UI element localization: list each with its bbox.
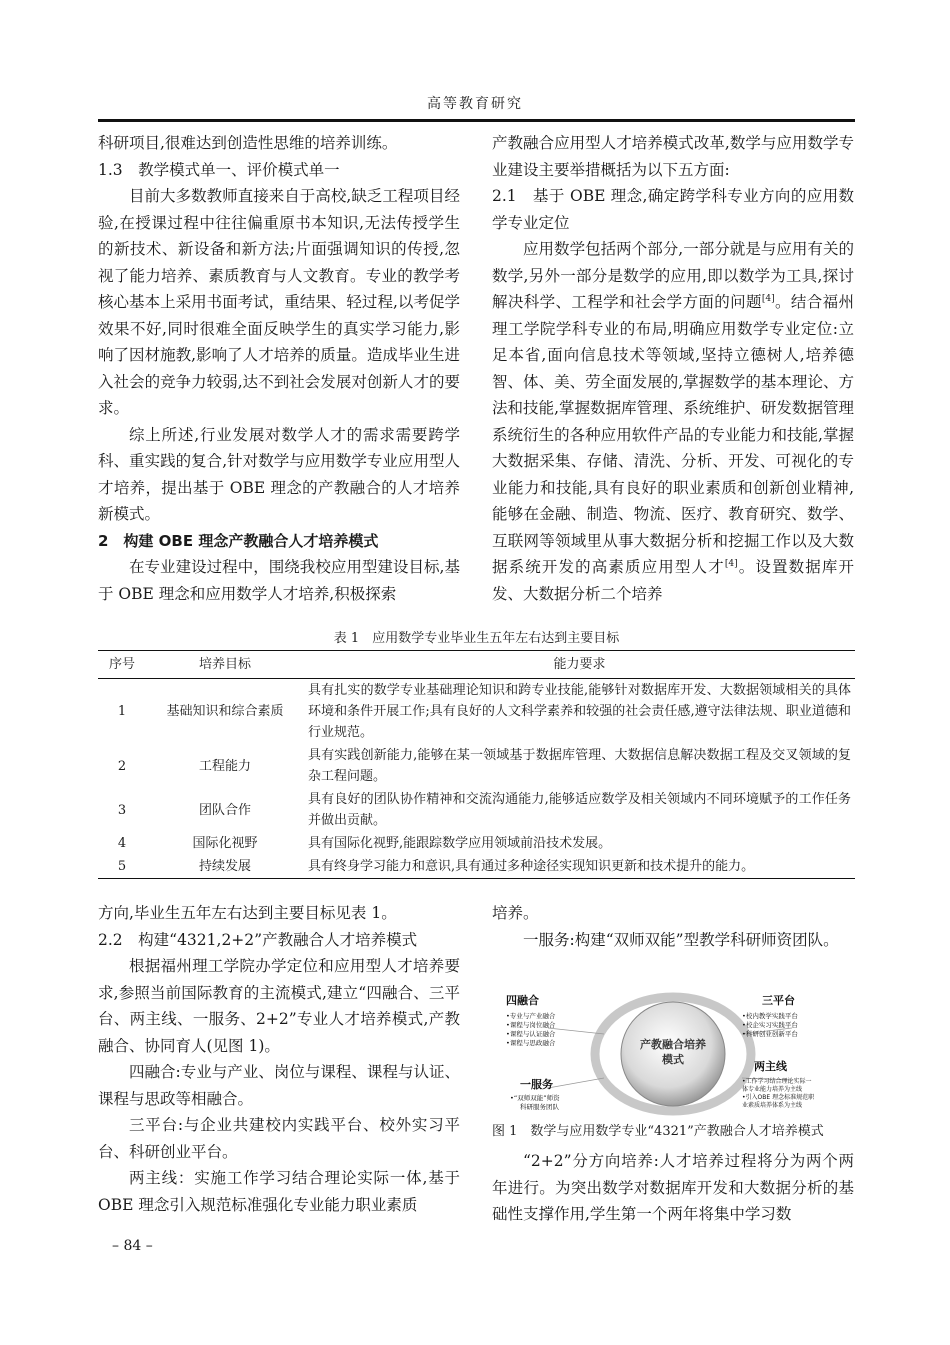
list-item: •课程与思政融合 — [506, 1039, 556, 1047]
table-caption: 表 1 应用数学专业毕业生五年左右达到主要目标 — [333, 631, 620, 646]
list-item: •课程与认证融合 — [506, 1030, 556, 1038]
right-column-continued — [492, 1148, 854, 1228]
page-number: – 84 – — [112, 1238, 153, 1254]
three-platforms-title: 三平台 — [762, 994, 795, 1007]
row-goal: 团队合作 — [198, 802, 251, 818]
paragraph: 在专业建设过程中，围绕我校应用型建设目标,基于 OBE 理念和应用数学人才培养,积极探索 — [98, 558, 460, 603]
header-rule — [98, 119, 855, 122]
list-item: •校企实习实践平台 — [742, 1021, 798, 1029]
row-requirement: 具有实践创新能力,能够在某一领域基于数据库管理、大数据信息解决数据工程及交叉领域的复杂工程问题。 — [308, 748, 851, 784]
row-number: 1 — [117, 704, 127, 719]
connector-line — [548, 1028, 604, 1034]
citation: [4] — [761, 293, 775, 304]
paragraph: 培养。 — [492, 904, 539, 922]
list-item: •专业与产业融合 — [506, 1012, 556, 1020]
list-item: •课程与岗位融合 — [506, 1021, 556, 1029]
row-goal: 持续发展 — [146, 855, 304, 879]
left-column-bottom — [98, 900, 460, 1218]
text-run: 。结合福州理工学院学科专业的布局,明确应用数学专业定位:立足本省,面向信息技术等领域,坚持立德树人,培养德智、体、美、劳全面发展的,掌握数学的基本理论、方法和技能,掌握数据库管理、系统维护、研发数据管理系统衍生的各种应用软件产品的专业能力和技能,掌握大数据采集、存储、清洗、分析、开发、可视化的专业能力和技能,具有良好的职业素质和创新创业精神,能够在金融、制造、物流、医疗、教育研究、数学、互联网等领域里从事大数据分析和挖掘工作以及大数据系统开发的高素质应用型人才 — [492, 293, 854, 576]
list-item: •“双师双能”师资 — [510, 1094, 560, 1102]
citation: [4] — [724, 558, 738, 569]
list-item: 科研服务团队 — [520, 1103, 559, 1111]
model-diagram-svg — [492, 990, 854, 1118]
four-integrations-title: 四融合 — [506, 994, 539, 1007]
row-number: 2 — [117, 758, 127, 774]
figure-1-diagram — [492, 990, 854, 1118]
list-item: •科研创业创新平台 — [742, 1030, 798, 1038]
table-row — [98, 855, 855, 879]
row-goal: 工程能力 — [198, 758, 251, 774]
paragraph: 方向,毕业生五年左右达到主要目标见表 1。 — [98, 904, 397, 922]
section-heading-2-2: 2.2 构建“4321,2+2”产教融合人才培养模式 — [98, 930, 418, 949]
paragraph: 产教融合应用型人才培养模式改革,数学与应用数学专业建设主要举措概括为以下五方面: — [492, 134, 854, 179]
paragraph: “2+2”分方向培养:人才培养过程将分为两个两年进行。为突出数学对数据库开发和大数据分析的基础性支撑作用,学生第一个两年将集中学习数 — [492, 1152, 854, 1223]
row-goal: 基础知识和综合素质 — [166, 704, 284, 719]
row-goal: 国际化视野 — [192, 836, 258, 851]
row-requirement: 具有终身学习能力和意识,具有通过多种途径实现知识更新和技术提升的能力。 — [304, 855, 855, 879]
paragraph: 两主线：实施工作学习结合理论实际一体,基于 OBE 理念引入规范标准强化专业能力职业素质 — [98, 1169, 460, 1214]
two-mainlines-title: 两主线 — [754, 1060, 787, 1073]
section-heading-2: 2 构建 OBE 理念产教融合人才培养模式 — [98, 531, 379, 550]
list-item: •工作学习结合理论实际一 — [742, 1078, 812, 1085]
text-run: 。设置数据库开发、大数据分析二个培养 — [492, 558, 854, 603]
list-item: •引入OBE 理念标准规范职 — [742, 1094, 815, 1101]
right-column-top — [492, 130, 854, 607]
paragraph: 根据福州理工学院办学定位和应用型人才培养要求,参照当前国际教育的主流模式,建立“四融合、三平台、两主线、一服务、2+2”专业人才培养模式,产教融合、协同育人(见图 1)。 — [98, 957, 460, 1055]
section-heading-1-3: 1.3 教学模式单一、评价模式单一 — [98, 160, 340, 179]
list-item: 体专业能力培养为主线 — [742, 1086, 803, 1093]
one-service-title: 一服务 — [520, 1078, 553, 1091]
center-label: 产教融合培养 — [640, 1038, 706, 1051]
row-requirement: 具有良好的团队协作精神和交流沟通能力,能够适应数学及相关领域内不同环境赋予的工作任务并做出贡献。 — [308, 792, 851, 828]
journal-title: 高等教育研究 — [427, 96, 523, 112]
row-requirement: 具有国际化视野,能跟踪数学应用领域前沿技术发展。 — [308, 836, 612, 851]
paragraph: 目前大多数教师直接来自于高校,缺乏工程项目经验,在授课过程中往往偏重原书本知识,无法传授学生的新技术、新设备和新方法;片面强调知识的传授,忽视了能力培养、素质教育与人文教育。专业的教学考核心基本上采用书面考试，重结果、轻过程,以考促学效果不好,同时很难全面反映学生的真实学习能力,影响了因材施教,影响了人才培养的质量。造成毕业生进入社会的竞争力较弱,达不到社会发展对创新人才的要求。 — [98, 187, 460, 417]
row-number: 4 — [117, 836, 127, 851]
table-row — [98, 679, 855, 745]
column-header: 能力要求 — [304, 651, 855, 679]
paragraph: 三平台:与企业共建校内实践平台、校外实习平台、科研创业平台。 — [98, 1116, 460, 1161]
column-header: 培养目标 — [146, 651, 304, 679]
figure-caption: 图 1 数学与应用数学专业“4321”产教融合人才培养模式 — [492, 1124, 824, 1139]
row-number: 3 — [117, 802, 127, 818]
paragraph: 科研项目,很难达到创造性思维的培养训练。 — [98, 134, 398, 152]
center-label: 模式 — [662, 1053, 684, 1066]
table-row — [98, 788, 855, 832]
row-number: 5 — [98, 855, 146, 879]
right-column-bottom — [492, 900, 854, 953]
paragraph: 四融合:专业与产业、岗位与课程、课程与认证、课程与思政等相融合。 — [98, 1063, 460, 1108]
text-run: 应用数学包括两个部分,一部分就是与应用有关的数学,另外一部分是数学的应用,即以数学为工具,探讨解决科学、工程学和社会学方面的问题 — [492, 240, 854, 311]
table-header-row — [98, 651, 855, 679]
list-item: •校内教学实践平台 — [742, 1012, 798, 1020]
list-item: 业素质培养体系为主线 — [742, 1102, 803, 1109]
goals-table — [98, 650, 855, 879]
row-requirement: 具有扎实的数学专业基础理论知识和跨专业技能,能够针对数据库开发、大数据领域相关的具体环境和条件开展工作;具有良好的人文科学素养和较强的社会责任感,遵守法律法规、职业道德和行业规范。 — [308, 683, 851, 740]
paragraph: 一服务:构建“双师双能”型教学科研师资团队。 — [523, 930, 839, 949]
paragraph — [492, 236, 854, 607]
paragraph: 综上所述,行业发展对数学人才的需求需要跨学科、重实践的复合,针对数学与应用数学专业应用型人才培养，提出基于 OBE 理念的产教融合的人才培养新模式。 — [98, 425, 460, 523]
table-row — [98, 832, 855, 855]
left-column-top — [98, 130, 460, 607]
column-header: 序号 — [98, 651, 146, 679]
connector-line — [548, 1078, 604, 1088]
table-row — [98, 744, 855, 788]
section-heading-2-1: 2.1 基于 OBE 理念,确定跨学科专业方向的应用数学专业定位 — [492, 187, 854, 232]
